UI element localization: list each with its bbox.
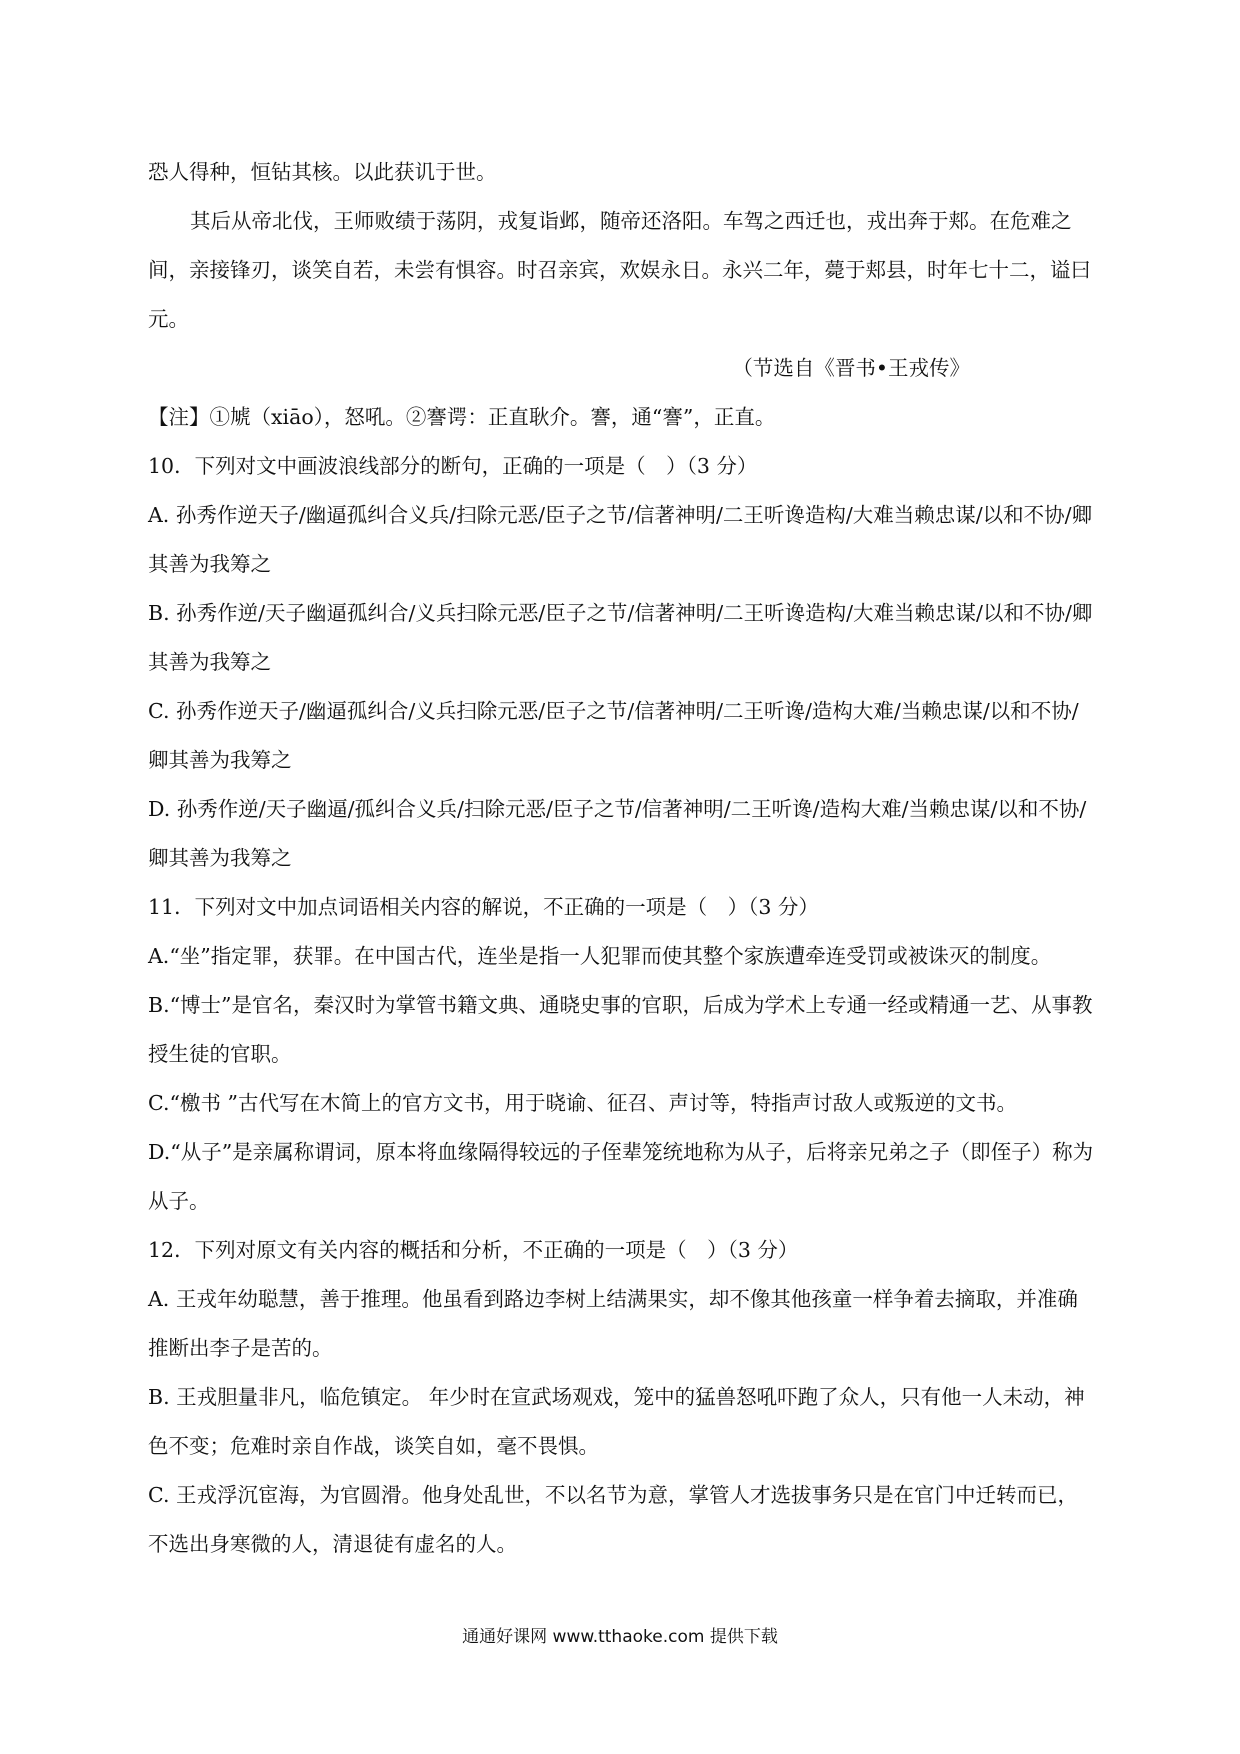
- passage-paragraph: 其后从帝北伐，王师败绩于荡阴，戎复诣邺，随帝还洛阳。车驾之西迁也，戎出奔于郏。在危难之间，亲接锋刃，谈笑自若，未尝有惧容。时召亲宾，欢娱永日。永兴二年，薨于郏县，时年七十二，谥曰元。: [148, 209, 1091, 331]
- page-footer: 通通好课网 www.tthaoke.com 提供下载: [462, 1627, 778, 1647]
- passage-continuation: 恐人得种，恒钻其核。以此获讥于世。: [148, 160, 497, 184]
- option-a: A.“坐”指定罪，获罪。在中国古代，连坐是指一人犯罪而使其整个家族遭牵连受罚或被诛灭的制度。: [148, 944, 1052, 968]
- option-b: B. 王戎胆量非凡，临危镇定。 年少时在宣武场观戏，笼中的猛兽怒吼吓跑了众人，只有他一人未动，神色不变；危难时亲自作战，谈笑自如，毫不畏惧。: [148, 1385, 1085, 1458]
- question-10: [148, 442, 1098, 883]
- option-b: B. 孙秀作逆/天子幽逼孤纠合/义兵扫除元恶/臣子之节/信著神明/二王听谗造构/大难当赖忠谋/以和不协/卿其善为我筹之: [148, 601, 1093, 674]
- passage-source: （节选自《晋书•王戎传》: [732, 356, 970, 380]
- option-d: D.“从子”是亲属称谓词，原本将血缘隔得较远的子侄辈笼统地称为从子，后将亲兄弟之子（即侄子）称为从子。: [148, 1140, 1094, 1213]
- page-content: [148, 148, 1098, 1569]
- option-c: C. 孙秀作逆天子/幽逼孤纠合/义兵扫除元恶/臣子之节/信著神明/二王听谗/造构大难/当赖忠谋/以和不协/卿其善为我筹之: [148, 699, 1079, 772]
- option-c: C. 王戎浮沉宦海，为官圆滑。他身处乱世，不以名节为意，掌管人才选拔事务只是在官门中迁转而已，不选出身寒微的人，清退徒有虚名的人。: [148, 1483, 1078, 1556]
- option-a: A. 孙秀作逆天子/幽逼孤纠合义兵/扫除元恶/臣子之节/信著神明/二王听谗造构/大难当赖忠谋/以和不协/卿其善为我筹之: [148, 503, 1093, 576]
- passage-notes: 【注】①虓（xiāo），怒吼。②謇谔：正直耿介。謇，通“謇”，正直。: [148, 405, 776, 429]
- option-a: A. 王戎年幼聪慧，善于推理。他虽看到路边李树上结满果实，却不像其他孩童一样争着去摘取，并准确推断出李子是苦的。: [148, 1287, 1078, 1360]
- question-stem: 10．下列对文中画波浪线部分的断句，正确的一项是（ ）（3 分）: [148, 454, 758, 478]
- option-b: B.“博士”是官名，秦汉时为掌管书籍文典、通晓史事的官职，后成为学术上专通一经或精通一艺、从事教授生徒的官职。: [148, 993, 1093, 1066]
- question-stem: 11．下列对文中加点词语相关内容的解说，不正确的一项是（ ）（3 分）: [148, 895, 819, 919]
- question-stem: 12．下列对原文有关内容的概括和分析，不正确的一项是（ ）（3 分）: [148, 1238, 799, 1262]
- question-11: [148, 883, 1098, 1226]
- question-12: [148, 1226, 1098, 1569]
- option-c: C.“檄书 ”古代写在木简上的官方文书，用于晓谕、征召、声讨等，特指声讨敌人或叛逆的文书。: [148, 1091, 1017, 1115]
- option-d: D. 孙秀作逆/天子幽逼/孤纠合义兵/扫除元恶/臣子之节/信著神明/二王听谗/造构大难/当赖忠谋/以和不协/卿其善为我筹之: [148, 797, 1087, 870]
